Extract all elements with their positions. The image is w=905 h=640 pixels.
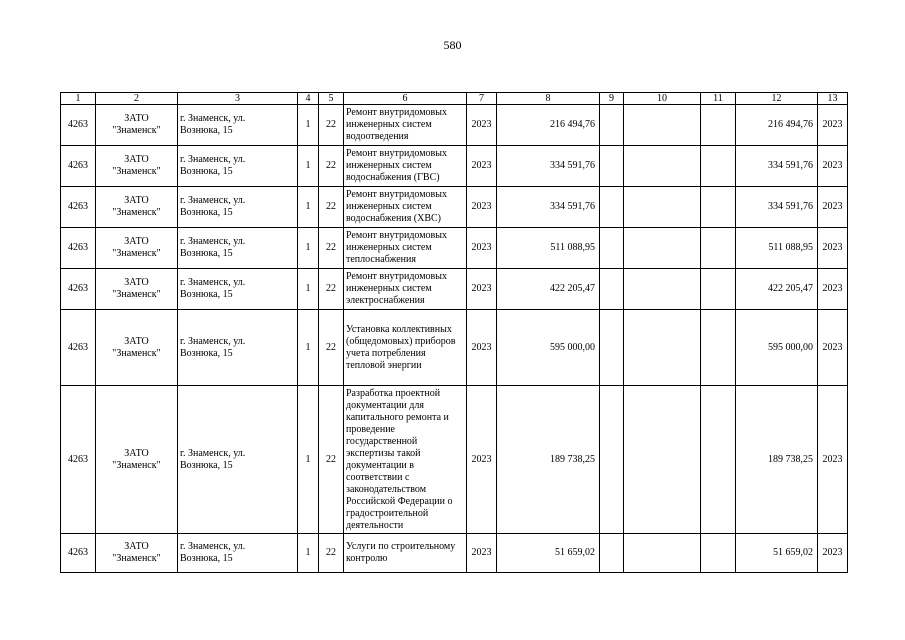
completion-year-cell	[818, 146, 848, 187]
col5-cell-text: 22	[326, 201, 336, 212]
work-type-cell	[344, 310, 467, 386]
total-cost-cell	[736, 187, 818, 228]
column-number: 11	[701, 93, 736, 105]
cost-cell-text: 334 591,76	[550, 160, 595, 171]
completion-year-cell-text: 2023	[822, 160, 843, 171]
work-type-cell-text: Ремонт внутридомовых инженерных систем водоотведения	[346, 107, 448, 142]
work-type-cell-text: Ремонт внутридомовых инженерных систем водоснабжения (ХВС)	[346, 189, 448, 224]
col5-cell	[319, 386, 344, 534]
table-row	[61, 386, 848, 534]
completion-year-cell	[818, 386, 848, 534]
completion-year-cell-text: 2023	[822, 242, 843, 253]
address-cell-text: Вознюка, 15	[180, 207, 233, 218]
year-cell	[467, 386, 497, 534]
work-type-cell	[344, 534, 467, 573]
municipality-cell	[96, 386, 178, 534]
col9-cell	[600, 146, 624, 187]
object-code-cell-text: 4263	[68, 341, 88, 353]
work-type-cell	[344, 269, 467, 310]
total-cost-cell-text: 216 494,76	[768, 119, 813, 130]
total-cost-cell-text: 595 000,00	[768, 341, 813, 353]
total-cost-cell	[736, 146, 818, 187]
table-row	[61, 310, 848, 386]
total-cost-cell	[736, 310, 818, 386]
address-cell	[178, 386, 298, 534]
cost-cell	[497, 269, 600, 310]
col4-cell-text: 1	[305, 201, 311, 212]
table-body	[61, 93, 848, 573]
col4-cell	[298, 386, 319, 534]
address-cell-text: Вознюка, 15	[180, 459, 233, 471]
col9-cell	[600, 187, 624, 228]
work-type-cell	[344, 187, 467, 228]
cost-cell	[497, 105, 600, 146]
col11-cell	[701, 105, 736, 146]
year-cell-text: 2023	[471, 453, 492, 465]
municipality-cell-text: ЗАТО	[124, 447, 149, 459]
address-cell-text: г. Знаменск, ул.	[180, 113, 246, 124]
address-cell-text: Вознюка, 15	[180, 347, 233, 359]
col11-cell	[701, 310, 736, 386]
col4-cell	[298, 105, 319, 146]
municipality-cell-text: ЗАТО	[124, 154, 149, 165]
year-cell	[467, 187, 497, 228]
municipality-cell-text: "Знаменск"	[112, 459, 161, 471]
municipality-cell-text: "Знаменск"	[112, 553, 161, 564]
year-cell	[467, 310, 497, 386]
address-cell-text: г. Знаменск, ул.	[180, 195, 246, 206]
work-type-cell-text: Ремонт внутридомовых инженерных систем водоснабжения (ГВС)	[346, 148, 448, 183]
object-code-cell-text: 4263	[68, 201, 88, 212]
total-cost-cell-text: 511 088,95	[768, 242, 813, 253]
column-number: 6	[344, 93, 467, 105]
municipality-cell-text: "Знаменск"	[112, 166, 161, 177]
column-number: 1	[61, 93, 96, 105]
cost-cell	[497, 534, 600, 573]
address-cell	[178, 534, 298, 573]
col5-cell-text: 22	[326, 453, 336, 465]
col4-cell	[298, 534, 319, 573]
col5-cell-text: 22	[326, 547, 336, 558]
cost-cell	[497, 228, 600, 269]
object-code-cell	[61, 386, 96, 534]
municipality-cell-text: "Знаменск"	[112, 289, 161, 300]
address-cell-text: г. Знаменск, ул.	[180, 236, 246, 247]
work-type-cell	[344, 386, 467, 534]
municipality-cell-text: ЗАТО	[124, 236, 149, 247]
address-cell-text: Вознюка, 15	[180, 125, 233, 136]
program-table	[60, 92, 848, 573]
work-type-cell-text: Разработка проектной документации для капитального ремонта и проведение государственной экспертизы такой документации в соответствии с законодательством Российской Федерации о градостроительной деятельности	[346, 387, 453, 531]
municipality-cell	[96, 105, 178, 146]
municipality-cell-text: ЗАТО	[124, 335, 149, 347]
col5-cell-text: 22	[326, 119, 336, 130]
total-cost-cell-text: 334 591,76	[768, 201, 813, 212]
total-cost-cell	[736, 105, 818, 146]
cost-cell-text: 422 205,47	[550, 283, 595, 294]
cost-cell-text: 216 494,76	[550, 119, 595, 130]
col11-cell	[701, 228, 736, 269]
col5-cell-text: 22	[326, 242, 336, 253]
col4-cell-text: 1	[305, 283, 311, 294]
completion-year-cell	[818, 105, 848, 146]
table-row	[61, 269, 848, 310]
col4-cell-text: 1	[305, 160, 311, 171]
completion-year-cell	[818, 187, 848, 228]
completion-year-cell	[818, 228, 848, 269]
column-number: 3	[178, 93, 298, 105]
municipality-cell	[96, 187, 178, 228]
work-type-cell-text: Установка коллективных (общедомовых) приборов учета потребления тепловой энергии	[346, 323, 456, 371]
col4-cell-text: 1	[305, 119, 311, 130]
object-code-cell-text: 4263	[68, 119, 88, 130]
col5-cell	[319, 269, 344, 310]
col4-cell	[298, 146, 319, 187]
year-cell	[467, 269, 497, 310]
work-type-cell-text: Услуги по строительному контролю	[346, 541, 456, 564]
year-cell-text: 2023	[471, 160, 492, 171]
col4-cell	[298, 269, 319, 310]
address-cell	[178, 310, 298, 386]
col10-cell	[624, 310, 701, 386]
column-number: 2	[96, 93, 178, 105]
table-row	[61, 228, 848, 269]
column-number: 4	[298, 93, 319, 105]
col4-cell	[298, 187, 319, 228]
cost-cell-text: 189 738,25	[550, 453, 595, 465]
col10-cell	[624, 386, 701, 534]
col5-cell	[319, 228, 344, 269]
municipality-cell-text: ЗАТО	[124, 277, 149, 288]
address-cell-text: Вознюка, 15	[180, 553, 233, 564]
work-type-cell-text: Ремонт внутридомовых инженерных систем теплоснабжения	[346, 230, 448, 265]
col11-cell	[701, 269, 736, 310]
work-type-cell	[344, 105, 467, 146]
column-number: 9	[600, 93, 624, 105]
object-code-cell-text: 4263	[68, 242, 88, 253]
completion-year-cell	[818, 310, 848, 386]
cost-cell	[497, 386, 600, 534]
object-code-cell-text: 4263	[68, 160, 88, 171]
completion-year-cell-text: 2023	[822, 341, 843, 353]
cost-cell	[497, 187, 600, 228]
municipality-cell-text: "Знаменск"	[112, 207, 161, 218]
col5-cell-text: 22	[326, 160, 336, 171]
total-cost-cell	[736, 269, 818, 310]
object-code-cell	[61, 105, 96, 146]
year-cell-text: 2023	[471, 341, 492, 353]
column-number: 5	[319, 93, 344, 105]
completion-year-cell-text: 2023	[822, 453, 843, 465]
address-cell-text: г. Знаменск, ул.	[180, 447, 246, 459]
col10-cell	[624, 187, 701, 228]
cost-cell-text: 334 591,76	[550, 201, 595, 212]
municipality-cell	[96, 269, 178, 310]
completion-year-cell	[818, 534, 848, 573]
object-code-cell	[61, 534, 96, 573]
municipality-cell	[96, 534, 178, 573]
total-cost-cell-text: 51 659,02	[773, 547, 813, 558]
year-cell-text: 2023	[471, 242, 492, 253]
col10-cell	[624, 269, 701, 310]
cost-cell-text: 51 659,02	[555, 547, 595, 558]
col4-cell	[298, 228, 319, 269]
completion-year-cell-text: 2023	[822, 119, 843, 130]
address-cell-text: г. Знаменск, ул.	[180, 154, 246, 165]
object-code-cell	[61, 187, 96, 228]
municipality-cell-text: "Знаменск"	[112, 248, 161, 259]
col5-cell	[319, 310, 344, 386]
table-row	[61, 534, 848, 573]
col11-cell	[701, 386, 736, 534]
year-cell	[467, 146, 497, 187]
year-cell	[467, 105, 497, 146]
col4-cell-text: 1	[305, 547, 311, 558]
col5-cell	[319, 105, 344, 146]
cost-cell	[497, 146, 600, 187]
completion-year-cell-text: 2023	[822, 547, 843, 558]
col11-cell	[701, 187, 736, 228]
address-cell	[178, 146, 298, 187]
page-number: 580	[443, 38, 462, 52]
municipality-cell-text: ЗАТО	[124, 113, 149, 124]
col9-cell	[600, 269, 624, 310]
completion-year-cell-text: 2023	[822, 201, 843, 212]
col10-cell	[624, 105, 701, 146]
object-code-cell	[61, 146, 96, 187]
address-cell-text: г. Знаменск, ул.	[180, 541, 246, 552]
column-number: 8	[497, 93, 600, 105]
col4-cell-text: 1	[305, 453, 311, 465]
col5-cell	[319, 534, 344, 573]
cost-cell-text: 595 000,00	[550, 341, 595, 353]
col4-cell-text: 1	[305, 341, 311, 353]
address-cell-text: Вознюка, 15	[180, 166, 233, 177]
col11-cell	[701, 534, 736, 573]
year-cell	[467, 534, 497, 573]
table-row	[61, 187, 848, 228]
column-number: 7	[467, 93, 497, 105]
year-cell-text: 2023	[471, 283, 492, 294]
completion-year-cell-text: 2023	[822, 283, 843, 294]
municipality-cell-text: ЗАТО	[124, 541, 149, 552]
address-cell	[178, 228, 298, 269]
address-cell	[178, 105, 298, 146]
col9-cell	[600, 386, 624, 534]
column-number: 10	[624, 93, 701, 105]
work-type-cell	[344, 228, 467, 269]
municipality-cell	[96, 228, 178, 269]
header-row	[61, 93, 848, 105]
address-cell	[178, 187, 298, 228]
object-code-cell-text: 4263	[68, 283, 88, 294]
cost-cell-text: 511 088,95	[550, 242, 595, 253]
col9-cell	[600, 310, 624, 386]
address-cell-text: г. Знаменск, ул.	[180, 277, 246, 288]
total-cost-cell	[736, 534, 818, 573]
address-cell-text: г. Знаменск, ул.	[180, 335, 246, 347]
address-cell-text: Вознюка, 15	[180, 289, 233, 300]
year-cell-text: 2023	[471, 119, 492, 130]
completion-year-cell	[818, 269, 848, 310]
municipality-cell-text: "Знаменск"	[112, 347, 161, 359]
col4-cell-text: 1	[305, 242, 311, 253]
address-cell-text: Вознюка, 15	[180, 248, 233, 259]
total-cost-cell	[736, 228, 818, 269]
col5-cell-text: 22	[326, 283, 336, 294]
col9-cell	[600, 228, 624, 269]
col9-cell	[600, 105, 624, 146]
total-cost-cell-text: 422 205,47	[768, 283, 813, 294]
col5-cell-text: 22	[326, 341, 336, 353]
municipality-cell	[96, 146, 178, 187]
work-type-cell	[344, 146, 467, 187]
municipality-cell	[96, 310, 178, 386]
col5-cell	[319, 146, 344, 187]
cost-cell	[497, 310, 600, 386]
object-code-cell-text: 4263	[68, 547, 88, 558]
col10-cell	[624, 534, 701, 573]
total-cost-cell-text: 189 738,25	[768, 453, 813, 465]
column-number: 12	[736, 93, 818, 105]
year-cell	[467, 228, 497, 269]
column-number: 13	[818, 93, 848, 105]
table-row	[61, 105, 848, 146]
col10-cell	[624, 228, 701, 269]
col5-cell	[319, 187, 344, 228]
total-cost-cell	[736, 386, 818, 534]
object-code-cell-text: 4263	[68, 453, 88, 465]
object-code-cell	[61, 269, 96, 310]
work-type-cell-text: Ремонт внутридомовых инженерных систем электроснабжения	[346, 271, 448, 306]
total-cost-cell-text: 334 591,76	[768, 160, 813, 171]
object-code-cell	[61, 310, 96, 386]
table-row	[61, 146, 848, 187]
address-cell	[178, 269, 298, 310]
year-cell-text: 2023	[471, 201, 492, 212]
year-cell-text: 2023	[471, 547, 492, 558]
municipality-cell-text: ЗАТО	[124, 195, 149, 206]
col10-cell	[624, 146, 701, 187]
object-code-cell	[61, 228, 96, 269]
col9-cell	[600, 534, 624, 573]
col11-cell	[701, 146, 736, 187]
col4-cell	[298, 310, 319, 386]
municipality-cell-text: "Знаменск"	[112, 125, 161, 136]
